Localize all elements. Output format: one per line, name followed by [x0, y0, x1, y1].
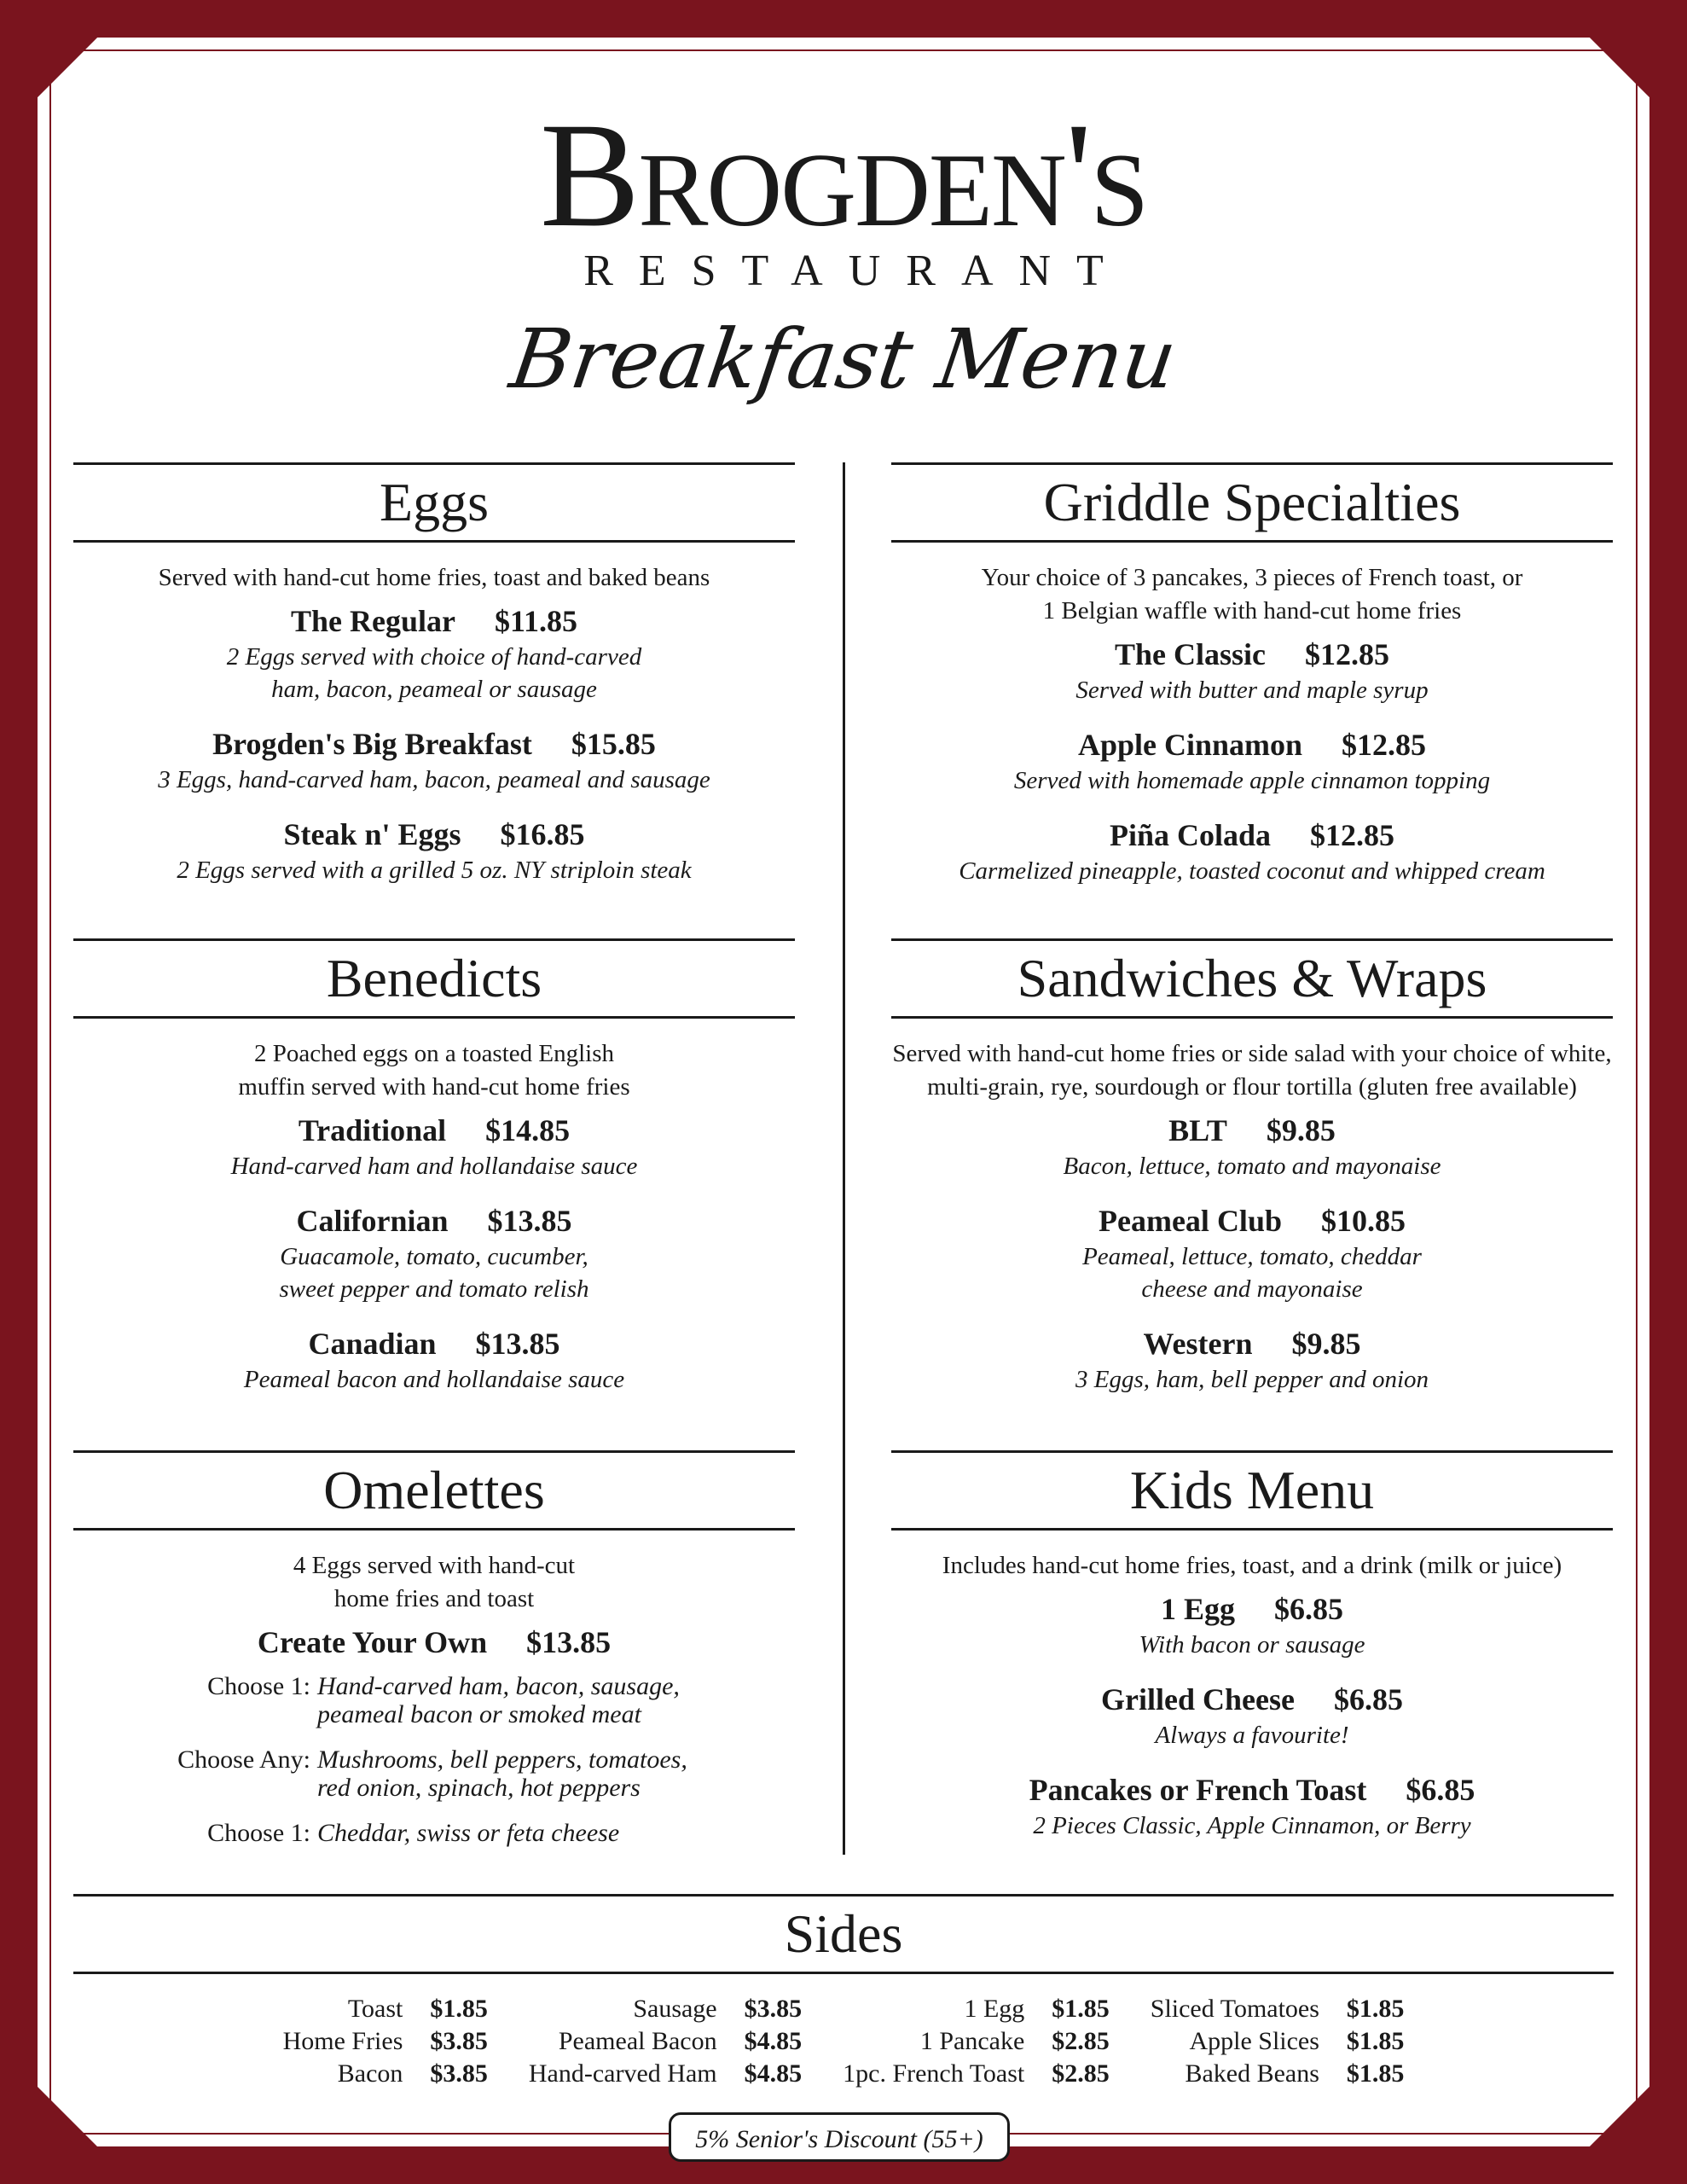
side-name: Sausage [633, 1995, 717, 2023]
item-description: Peameal bacon and hollandaise sauce [243, 1366, 625, 1393]
item-description: Hand-carved ham and hollandaise sauce [230, 1153, 638, 1180]
omelette-choice [159, 1745, 795, 1802]
item-name: Apple Cinnamon [1077, 728, 1303, 762]
item-name: Create Your Own [257, 1625, 488, 1659]
item-description: Served with butter and maple syrup [1075, 677, 1429, 704]
item-price: $14.85 [485, 1113, 571, 1147]
side-name: 1 Egg [964, 1995, 1025, 2023]
sides-group [283, 1993, 488, 2090]
item-name: Californian [296, 1204, 449, 1238]
choice-options: Hand-carved ham, bacon, sausage, peameal bacon or smoked meat [317, 1672, 680, 1728]
section-intro: Your choice of 3 pancakes, 3 pieces of French toast, or 1 Belgian waffle with hand-cut home fries [981, 564, 1523, 624]
section-intro: Served with hand-cut home fries, toast and baked beans [158, 564, 710, 591]
item-name: Grilled Cheese [1101, 1682, 1295, 1716]
item-price: $15.85 [571, 727, 656, 761]
side-name: Bacon [337, 2059, 403, 2088]
item-name: 1 Egg [1160, 1592, 1235, 1626]
item-price: $11.85 [494, 604, 577, 638]
item-price: $16.85 [500, 817, 585, 851]
senior-discount-badge: 5% Senior's Discount (55+) [669, 2112, 1010, 2162]
choice-label: Choose 1: [207, 1672, 310, 1700]
item-name: Pancakes or French Toast [1029, 1773, 1367, 1807]
menu-item [73, 1324, 795, 1396]
item-name: Piña Colada [1109, 818, 1272, 852]
sides-group [1151, 1993, 1405, 2090]
section-title: Benedicts [73, 938, 795, 1019]
menu-item [73, 601, 795, 706]
item-description: 3 Eggs, hand-carved ham, bacon, peameal and sausage [158, 766, 710, 793]
side-name: 1pc. French Toast [843, 2059, 1025, 2088]
section-eggs [73, 462, 795, 905]
section-title: Kids Menu [891, 1450, 1613, 1531]
side-name: Baked Beans [1185, 2059, 1319, 2088]
side-name: 1 Pancake [919, 2027, 1025, 2055]
omelette-choice [159, 1672, 795, 1728]
section-intro: Includes hand-cut home fries, toast, and a drink (milk or juice) [942, 1552, 1562, 1579]
item-price: $13.85 [526, 1625, 612, 1659]
menu-item [891, 1680, 1613, 1751]
section-omelettes [73, 1450, 795, 1864]
item-price: $6.85 [1333, 1682, 1403, 1716]
item-price: $12.85 [1342, 728, 1427, 762]
sides-group [529, 1993, 802, 2090]
side-name: Apple Slices [1189, 2027, 1319, 2055]
menu-item [73, 815, 795, 886]
brand-subtitle: RESTAURANT [583, 247, 1129, 295]
choice-options: Mushrooms, bell peppers, tomatoes, red onion, spinach, hot peppers [317, 1745, 687, 1802]
item-description: 2 Eggs served with a grilled 5 oz. NY striploin steak [177, 857, 692, 884]
side-price: $3.85 [430, 2027, 488, 2055]
menu-item [891, 725, 1613, 797]
item-description: Bacon, lettuce, tomato and mayonaise [1063, 1153, 1441, 1180]
item-description: 2 Pieces Classic, Apple Cinnamon, or Berry [1033, 1812, 1471, 1839]
section-title: Sides [73, 1894, 1614, 1974]
side-price: $1.85 [1346, 1995, 1405, 2023]
item-price: $13.85 [475, 1327, 560, 1361]
side-name: Hand-carved Ham [528, 2059, 717, 2088]
menu-item [891, 1324, 1613, 1396]
side-price: $1.85 [1346, 2059, 1405, 2088]
section-title: Griddle Specialties [891, 462, 1613, 543]
item-name: Traditional [298, 1113, 447, 1147]
section-griddle [891, 462, 1613, 906]
side-price: $1.85 [1346, 2027, 1405, 2055]
item-name: Brogden's Big Breakfast [212, 727, 532, 761]
item-price: $9.85 [1266, 1113, 1336, 1147]
side-price: $3.85 [744, 1995, 803, 2023]
section-intro: 4 Eggs served with hand-cut home fries and toast [293, 1552, 576, 1612]
item-name: The Regular [290, 604, 455, 638]
item-price: $12.85 [1305, 637, 1389, 671]
menu-item [891, 635, 1613, 706]
menu-item [73, 724, 795, 796]
item-description: 2 Eggs served with choice of hand-carved ham, bacon, peameal or sausage [226, 643, 642, 703]
item-price: $13.85 [487, 1204, 572, 1238]
item-description: Carmelized pineapple, toasted coconut and whipped cream [959, 857, 1545, 885]
section-title: Omelettes [73, 1450, 795, 1531]
section-intro: Served with hand-cut home fries or side salad with your choice of white, multi-grain, rye, sourdough or flour tortilla (gluten free available) [892, 1040, 1612, 1101]
item-description: Served with homemade apple cinnamon topping [1013, 767, 1491, 794]
item-price: $6.85 [1274, 1592, 1343, 1626]
item-description: Peameal, lettuce, tomato, cheddar cheese and mayonaise [1082, 1243, 1422, 1303]
item-name: Steak n' Eggs [283, 817, 461, 851]
side-price: $4.85 [744, 2059, 803, 2088]
choice-label: Choose 1: [207, 1819, 310, 1847]
sides-list [73, 1993, 1614, 2090]
item-price: $12.85 [1310, 818, 1395, 852]
column-divider [843, 462, 845, 1855]
item-price: $6.85 [1406, 1773, 1475, 1807]
choice-label: Choose Any: [177, 1745, 310, 1774]
item-name: Western [1143, 1327, 1253, 1361]
item-price: $9.85 [1291, 1327, 1361, 1361]
section-sides [73, 1894, 1614, 2090]
menu-item [891, 1589, 1613, 1661]
omelette-choice [159, 1819, 795, 1847]
side-name: Toast [347, 1995, 403, 2023]
sides-group [843, 1993, 1110, 2090]
side-price: $3.85 [430, 2059, 488, 2088]
corner-notch [1590, 2087, 1649, 2146]
section-benedicts [73, 938, 795, 1414]
menu-item [891, 1770, 1613, 1842]
item-name: Peameal Club [1099, 1204, 1282, 1238]
restaurant-logo [0, 92, 1687, 407]
section-sandwiches [891, 938, 1613, 1414]
side-name: Peameal Bacon [558, 2027, 717, 2055]
corner-notch [38, 38, 97, 97]
side-name: Sliced Tomatoes [1150, 1995, 1319, 2023]
section-title: Sandwiches & Wraps [891, 938, 1613, 1019]
item-name: The Classic [1114, 637, 1266, 671]
menu-item [891, 816, 1613, 887]
menu-item [73, 1623, 795, 1662]
choice-options: Cheddar, swiss or feta cheese [317, 1819, 620, 1847]
menu-item [891, 1111, 1613, 1182]
menu-item [891, 1201, 1613, 1305]
corner-notch [38, 2087, 97, 2146]
side-price: $1.85 [1052, 1995, 1110, 2023]
side-price: $1.85 [430, 1995, 488, 2023]
section-kids [891, 1450, 1613, 1861]
item-price: $10.85 [1320, 1204, 1406, 1238]
item-description: 3 Eggs, ham, bell pepper and onion [1075, 1366, 1429, 1393]
item-description: Guacamole, tomato, cucumber, sweet pepper and tomato relish [279, 1243, 589, 1303]
side-name: Home Fries [282, 2027, 403, 2055]
item-name: Canadian [308, 1327, 437, 1361]
brand-name: Brogden's [540, 92, 1147, 258]
corner-notch [1590, 38, 1649, 97]
menu-item [73, 1111, 795, 1182]
side-price: $2.85 [1052, 2059, 1110, 2088]
item-name: BLT [1168, 1113, 1227, 1147]
section-intro: 2 Poached eggs on a toasted English muffin served with hand-cut home fries [238, 1040, 630, 1101]
section-title: Eggs [73, 462, 795, 543]
item-description: Always a favourite! [1155, 1722, 1349, 1749]
menu-item [73, 1201, 795, 1305]
item-description: With bacon or sausage [1139, 1631, 1365, 1658]
side-price: $4.85 [744, 2027, 803, 2055]
side-price: $2.85 [1052, 2027, 1110, 2055]
menu-title: Breakfast Menu [504, 311, 1183, 407]
